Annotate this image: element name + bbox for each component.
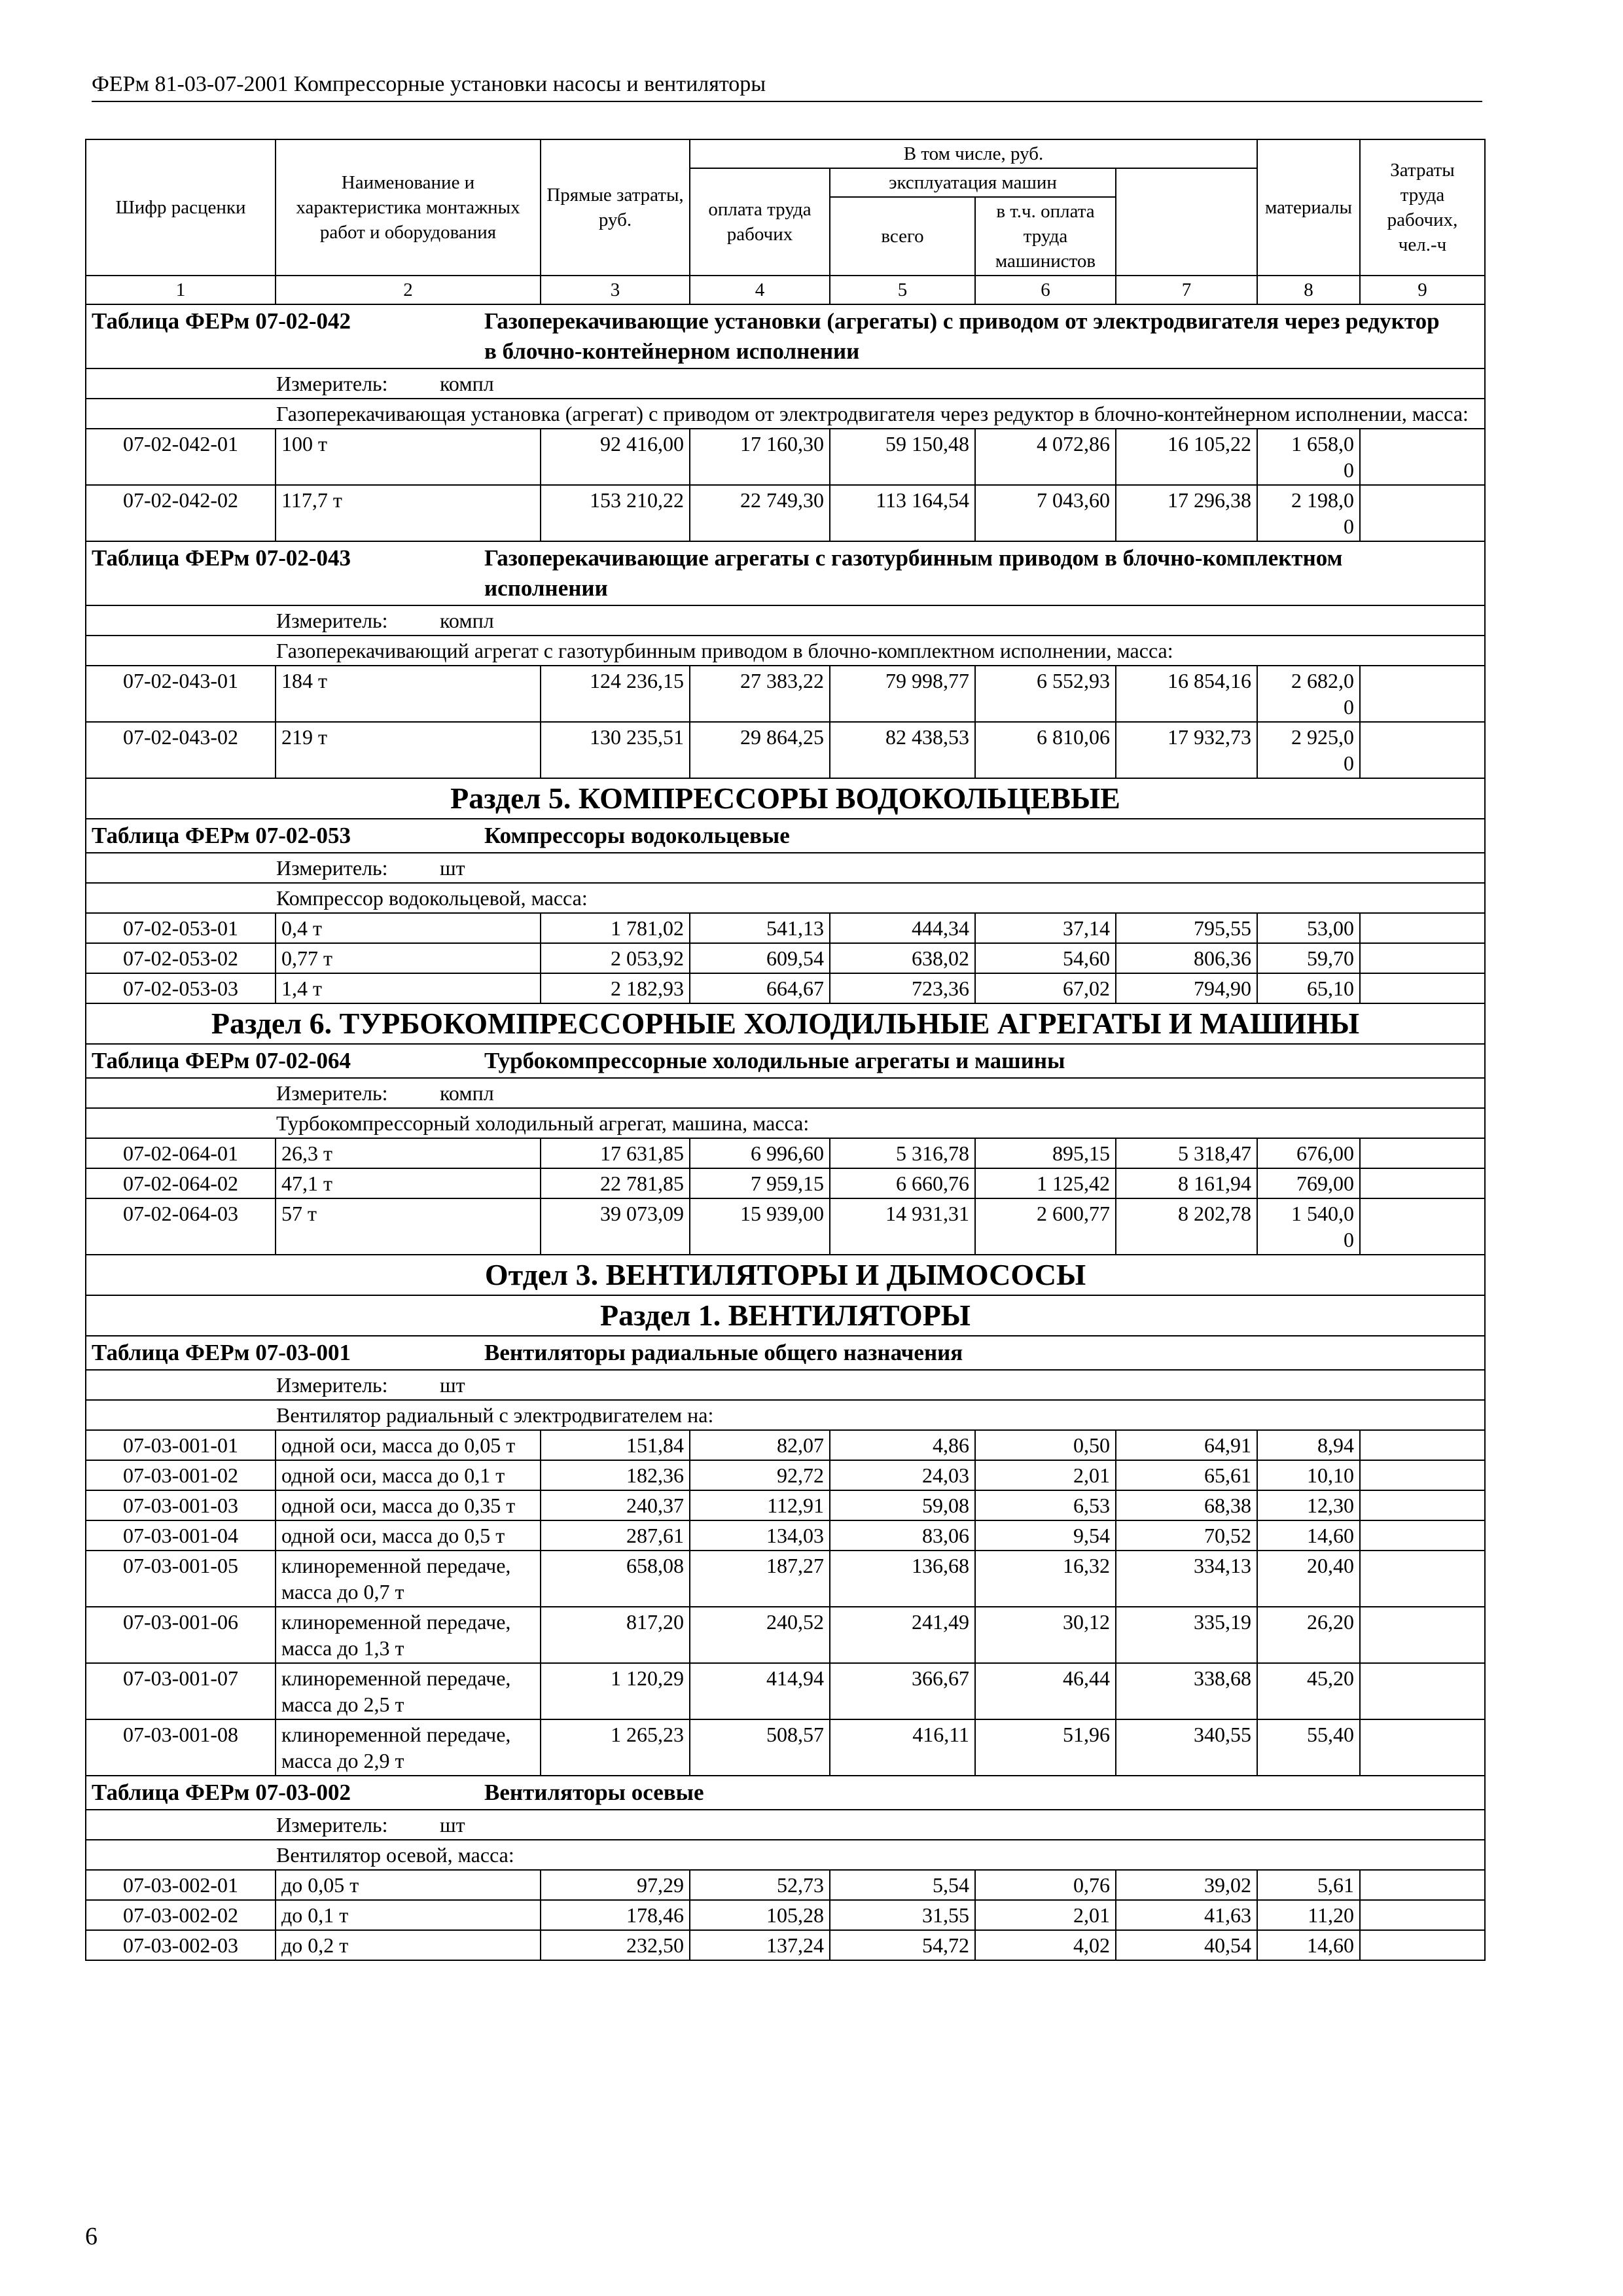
section-heading-row [86,1295,1485,1336]
col-total-header: всего [830,197,975,276]
labor-cost: 105,28 [690,1900,830,1930]
machinists-pay: 7 043,60 [975,485,1116,541]
machines-total: 82 438,53 [830,722,975,778]
work-name: 0,77 т [276,943,541,973]
table-row [86,1490,1485,1520]
rate-code: 07-03-001-05 [86,1551,276,1607]
materials-cost: 8 202,78 [1116,1198,1257,1255]
machines-total: 113 164,54 [830,485,975,541]
equipment-mass [1360,1930,1485,1960]
work-name: клиноременной передаче, масса до 2,9 т [276,1719,541,1776]
labor-cost: 82,07 [690,1430,830,1460]
materials-cost: 338,68 [1116,1663,1257,1719]
table-row [86,1551,1485,1607]
table-heading-row [86,304,1485,368]
department-heading-row [86,1255,1485,1295]
labor-cost: 15 939,00 [690,1198,830,1255]
table-row [86,1719,1485,1776]
machinists-pay: 2,01 [975,1460,1116,1490]
description: Компрессор водокольцевой, масса: [86,883,1485,913]
measure-unit: шт [440,856,465,880]
measure-label: Измеритель: [276,1813,388,1837]
materials-cost: 17 296,38 [1116,485,1257,541]
table-heading-row [86,1044,1485,1078]
direct-cost: 1 781,02 [541,913,690,943]
work-name: 0,4 т [276,913,541,943]
equipment-mass [1360,1430,1485,1460]
labor-cost: 134,03 [690,1520,830,1551]
direct-cost: 232,50 [541,1930,690,1960]
materials-cost: 39,02 [1116,1870,1257,1900]
labor-cost: 414,94 [690,1663,830,1719]
measure-label: Измеритель: [276,372,388,395]
table-row [86,666,1485,722]
rate-code: 07-03-001-02 [86,1460,276,1490]
col-machines-header: эксплуатация машин [830,168,1116,197]
table-label: Таблица ФЕРм 07-02-053 [92,823,351,848]
measure-unit: компл [440,609,494,632]
table-label: Таблица ФЕРм 07-03-002 [92,1780,351,1805]
labor-hours: 1 658,0 0 [1257,429,1360,485]
machines-total: 59,08 [830,1490,975,1520]
machinists-pay: 51,96 [975,1719,1116,1776]
equipment-mass [1360,1198,1485,1255]
machines-total: 366,67 [830,1663,975,1719]
table-row [86,1663,1485,1719]
machines-total: 241,49 [830,1607,975,1663]
materials-cost: 5 318,47 [1116,1138,1257,1168]
work-name: до 0,2 т [276,1930,541,1960]
machines-total: 5 316,78 [830,1138,975,1168]
labor-hours: 45,20 [1257,1663,1360,1719]
table-label: Таблица ФЕРм 07-03-001 [92,1340,351,1365]
materials-cost: 806,36 [1116,943,1257,973]
table-title: Вентиляторы осевые [484,1780,704,1805]
direct-cost: 2 053,92 [541,943,690,973]
table-title: Вентиляторы радиальные общего назначения [484,1340,963,1365]
labor-hours: 53,00 [1257,913,1360,943]
direct-cost: 1 265,23 [541,1719,690,1776]
direct-cost: 153 210,22 [541,485,690,541]
section-heading: Раздел 5. КОМПРЕССОРЫ ВОДОКОЛЬЦЕВЫЕ [86,778,1485,819]
work-name: клиноременной передаче, масса до 2,5 т [276,1663,541,1719]
measure-row [86,1078,1485,1108]
table-row [86,1168,1485,1198]
direct-cost: 287,61 [541,1520,690,1551]
table-row [86,1138,1485,1168]
rate-code: 07-02-043-01 [86,666,276,722]
machines-total: 59 150,48 [830,429,975,485]
labor-cost: 52,73 [690,1870,830,1900]
col-labor-header: оплата труда рабочих [690,168,830,276]
page-header: ФЕРм 81-03-07-2001 Компрессорные установки насосы и вентиляторы [92,72,1482,102]
materials-cost: 8 161,94 [1116,1168,1257,1198]
materials-cost: 70,52 [1116,1520,1257,1551]
work-name: 219 т [276,722,541,778]
table-row [86,973,1485,1003]
rate-code: 07-02-053-02 [86,943,276,973]
work-name: 47,1 т [276,1168,541,1198]
direct-cost: 658,08 [541,1551,690,1607]
labor-hours: 8,94 [1257,1430,1360,1460]
table-title: Турбокомпрессорные холодильные агрегаты и машины [484,1048,1065,1073]
rate-code: 07-03-001-08 [86,1719,276,1776]
equipment-mass [1360,1607,1485,1663]
table-row [86,1460,1485,1490]
machines-total: 79 998,77 [830,666,975,722]
col-number: 8 [1257,276,1360,304]
equipment-mass [1360,666,1485,722]
col-direct-header: Прямые затраты, руб. [541,139,690,276]
labor-hours: 14,60 [1257,1930,1360,1960]
machines-total: 5,54 [830,1870,975,1900]
labor-cost: 664,67 [690,973,830,1003]
labor-hours: 1 540,0 0 [1257,1198,1360,1255]
rate-code: 07-03-002-02 [86,1900,276,1930]
labor-hours: 5,61 [1257,1870,1360,1900]
machines-total: 136,68 [830,1551,975,1607]
labor-cost: 112,91 [690,1490,830,1520]
direct-cost: 151,84 [541,1430,690,1460]
materials-cost: 64,91 [1116,1430,1257,1460]
description-row [86,1400,1485,1430]
department-heading: Отдел 3. ВЕНТИЛЯТОРЫ И ДЫМОСОСЫ [86,1255,1485,1295]
table-label: Таблица ФЕРм 07-02-043 [92,545,351,571]
materials-cost: 334,13 [1116,1551,1257,1607]
direct-cost: 817,20 [541,1607,690,1663]
equipment-mass [1360,1138,1485,1168]
description: Вентилятор радиальный с электродвигателем на: [86,1400,1485,1430]
table-title: Газоперекачивающие агрегаты с газотурбинным приводом в блочно-комплектном исполнении [484,545,1343,601]
table-label: Таблица ФЕРм 07-02-042 [92,308,351,334]
rates-table [85,139,1486,1961]
equipment-mass [1360,485,1485,541]
machinists-pay: 0,76 [975,1870,1116,1900]
rate-code: 07-02-053-03 [86,973,276,1003]
direct-cost: 178,46 [541,1900,690,1930]
labor-cost: 92,72 [690,1460,830,1490]
equipment-mass [1360,722,1485,778]
labor-cost: 27 383,22 [690,666,830,722]
rate-code: 07-02-064-02 [86,1168,276,1198]
table-heading-row [86,1336,1485,1370]
machines-total: 638,02 [830,943,975,973]
table-title: Газоперекачивающие установки (агрегаты) с приводом от электродвигателя через редуктор в блочно-контейнерном исполнении [484,308,1440,364]
machines-total: 6 660,76 [830,1168,975,1198]
materials-cost: 41,63 [1116,1900,1257,1930]
materials-cost: 65,61 [1116,1460,1257,1490]
machinists-pay: 37,14 [975,913,1116,943]
labor-hours: 65,10 [1257,973,1360,1003]
measure-row [86,1810,1485,1840]
equipment-mass [1360,429,1485,485]
direct-cost: 124 236,15 [541,666,690,722]
direct-cost: 182,36 [541,1460,690,1490]
work-name: 184 т [276,666,541,722]
materials-cost: 17 932,73 [1116,722,1257,778]
machinists-pay: 2 600,77 [975,1198,1116,1255]
rate-code: 07-02-042-01 [86,429,276,485]
work-name: одной оси, масса до 0,1 т [276,1460,541,1490]
section-heading: Раздел 6. ТУРБОКОМПРЕССОРНЫЕ ХОЛОДИЛЬНЫЕ АГРЕГАТЫ И МАШИНЫ [86,1003,1485,1044]
materials-cost: 16 105,22 [1116,429,1257,485]
col-number: 9 [1360,276,1485,304]
col-number: 7 [1116,276,1257,304]
rate-code: 07-03-002-03 [86,1930,276,1960]
labor-cost: 137,24 [690,1930,830,1960]
table-row [86,485,1485,541]
equipment-mass [1360,973,1485,1003]
measure-row [86,1370,1485,1400]
table-row [86,1930,1485,1960]
table-row [86,1198,1485,1255]
labor-cost: 541,13 [690,913,830,943]
work-name: клиноременной передаче, масса до 1,3 т [276,1607,541,1663]
equipment-mass [1360,1900,1485,1930]
labor-cost: 7 959,15 [690,1168,830,1198]
table-row [86,913,1485,943]
direct-cost: 92 416,00 [541,429,690,485]
rate-code: 07-02-053-01 [86,913,276,943]
description-row [86,636,1485,666]
section-heading: Раздел 1. ВЕНТИЛЯТОРЫ [86,1295,1485,1336]
machinists-pay: 30,12 [975,1607,1116,1663]
machinists-pay: 9,54 [975,1520,1116,1551]
table-row [86,1900,1485,1930]
machinists-pay: 6,53 [975,1490,1116,1520]
materials-cost: 335,19 [1116,1607,1257,1663]
labor-hours: 10,10 [1257,1460,1360,1490]
equipment-mass [1360,1490,1485,1520]
col-materials-header: материалы [1257,139,1360,276]
col-number: 1 [86,276,276,304]
equipment-mass [1360,1663,1485,1719]
labor-hours: 676,00 [1257,1138,1360,1168]
labor-cost: 29 864,25 [690,722,830,778]
measure-label: Измеритель: [276,609,388,632]
labor-cost: 240,52 [690,1607,830,1663]
rate-code: 07-03-002-01 [86,1870,276,1900]
labor-hours: 20,40 [1257,1551,1360,1607]
work-name: одной оси, масса до 0,35 т [276,1490,541,1520]
machines-total: 416,11 [830,1719,975,1776]
materials-cost: 68,38 [1116,1490,1257,1520]
machinists-pay: 6 552,93 [975,666,1116,722]
description-row [86,1108,1485,1138]
equipment-mass [1360,1870,1485,1900]
work-name: до 0,05 т [276,1870,541,1900]
labor-hours: 769,00 [1257,1168,1360,1198]
machinists-pay: 54,60 [975,943,1116,973]
work-name: 100 т [276,429,541,485]
table-row [86,1520,1485,1551]
measure-unit: шт [440,1813,465,1837]
rate-code: 07-03-001-07 [86,1663,276,1719]
direct-cost: 97,29 [541,1870,690,1900]
measure-label: Измеритель: [276,1081,388,1105]
labor-hours: 2 198,0 0 [1257,485,1360,541]
equipment-mass [1360,1460,1485,1490]
labor-cost: 609,54 [690,943,830,973]
measure-row [86,605,1485,636]
direct-cost: 2 182,93 [541,973,690,1003]
section-heading-row [86,1003,1485,1044]
rate-code: 07-02-064-01 [86,1138,276,1168]
table-row [86,1430,1485,1460]
rate-code: 07-02-042-02 [86,485,276,541]
labor-cost: 508,57 [690,1719,830,1776]
table-heading-row [86,819,1485,853]
materials-cost: 340,55 [1116,1719,1257,1776]
table-label: Таблица ФЕРм 07-02-064 [92,1048,351,1073]
labor-hours: 12,30 [1257,1490,1360,1520]
description-row [86,1840,1485,1870]
materials-cost: 40,54 [1116,1930,1257,1960]
rate-code: 07-03-001-04 [86,1520,276,1551]
measure-row [86,368,1485,399]
direct-cost: 39 073,09 [541,1198,690,1255]
col-number: 6 [975,276,1116,304]
measure-label: Измеритель: [276,1373,388,1397]
rate-code: 07-02-064-03 [86,1198,276,1255]
measure-unit: шт [440,1373,465,1397]
labor-cost: 6 996,60 [690,1138,830,1168]
table-row [86,943,1485,973]
col-number: 2 [276,276,541,304]
table-title: Компрессоры водокольцевые [484,823,790,848]
materials-cost: 795,55 [1116,913,1257,943]
machines-total: 54,72 [830,1930,975,1960]
work-name: одной оси, масса до 0,5 т [276,1520,541,1551]
machinists-pay: 895,15 [975,1138,1116,1168]
equipment-mass [1360,913,1485,943]
direct-cost: 240,37 [541,1490,690,1520]
description-row [86,399,1485,429]
labor-hours: 14,60 [1257,1520,1360,1551]
table-row [86,722,1485,778]
work-name: 26,3 т [276,1138,541,1168]
equipment-mass [1360,1719,1485,1776]
description: Газоперекачивающая установка (агрегат) с приводом от электродвигателя через редуктор в блочно-контейнерном исполнении, масса: [86,399,1485,429]
col-incl-header: В том числе, руб. [690,139,1257,168]
col-code-header: Шифр расценки [86,139,276,276]
machinists-pay: 4,02 [975,1930,1116,1960]
machines-total: 723,36 [830,973,975,1003]
description: Газоперекачивающий агрегат с газотурбинным приводом в блочно-комплектном исполнении, масса: [86,636,1485,666]
table-heading-row [86,1776,1485,1810]
machinists-pay: 0,50 [975,1430,1116,1460]
materials-cost: 16 854,16 [1116,666,1257,722]
equipment-mass [1360,1520,1485,1551]
work-name: одной оси, масса до 0,05 т [276,1430,541,1460]
direct-cost: 22 781,85 [541,1168,690,1198]
machines-total: 14 931,31 [830,1198,975,1255]
col-hours-header: Затраты труда рабочих, чел.-ч [1360,139,1485,276]
measure-label: Измеритель: [276,856,388,880]
direct-cost: 130 235,51 [541,722,690,778]
labor-hours: 2 682,0 0 [1257,666,1360,722]
direct-cost: 17 631,85 [541,1138,690,1168]
work-name: 1,4 т [276,973,541,1003]
machinists-pay: 4 072,86 [975,429,1116,485]
measure-unit: компл [440,372,494,395]
description: Вентилятор осевой, масса: [86,1840,1485,1870]
labor-cost: 17 160,30 [690,429,830,485]
work-name: 117,7 т [276,485,541,541]
labor-hours: 11,20 [1257,1900,1360,1930]
rate-code: 07-03-001-06 [86,1607,276,1663]
direct-cost: 1 120,29 [541,1663,690,1719]
machinists-pay: 6 810,06 [975,722,1116,778]
machinists-pay: 67,02 [975,973,1116,1003]
machines-total: 4,86 [830,1430,975,1460]
description-row [86,883,1485,913]
rate-code: 07-03-001-03 [86,1490,276,1520]
labor-hours: 26,20 [1257,1607,1360,1663]
machines-total: 31,55 [830,1900,975,1930]
table-row [86,429,1485,485]
labor-cost: 187,27 [690,1551,830,1607]
labor-hours: 2 925,0 0 [1257,722,1360,778]
measure-row [86,853,1485,883]
machines-total: 24,03 [830,1460,975,1490]
machinists-pay: 2,01 [975,1900,1116,1930]
labor-hours: 59,70 [1257,943,1360,973]
machines-total: 444,34 [830,913,975,943]
equipment-mass [1360,1168,1485,1198]
section-heading-row [86,778,1485,819]
col-number: 3 [541,276,690,304]
labor-hours: 55,40 [1257,1719,1360,1776]
table-row [86,1607,1485,1663]
machinists-pay: 16,32 [975,1551,1116,1607]
rate-code: 07-02-043-02 [86,722,276,778]
col-name-header: Наименование и характеристика монтажных работ и оборудования [276,139,541,276]
rate-code: 07-03-001-01 [86,1430,276,1460]
work-name: 57 т [276,1198,541,1255]
machinists-pay: 1 125,42 [975,1168,1116,1198]
description: Турбокомпрессорный холодильный агрегат, машина, масса: [86,1108,1485,1138]
page-number: 6 [85,2223,98,2250]
table-row [86,1870,1485,1900]
work-name: до 0,1 т [276,1900,541,1930]
col-number: 5 [830,276,975,304]
materials-cost: 794,90 [1116,973,1257,1003]
equipment-mass [1360,1551,1485,1607]
col-number: 4 [690,276,830,304]
work-name: клиноременной передаче, масса до 0,7 т [276,1551,541,1607]
machines-total: 83,06 [830,1520,975,1551]
col-machinists-header: в т.ч. оплата труда машинистов [975,197,1116,276]
measure-unit: компл [440,1081,494,1105]
machinists-pay: 46,44 [975,1663,1116,1719]
equipment-mass [1360,943,1485,973]
labor-cost: 22 749,30 [690,485,830,541]
table-heading-row [86,541,1485,605]
